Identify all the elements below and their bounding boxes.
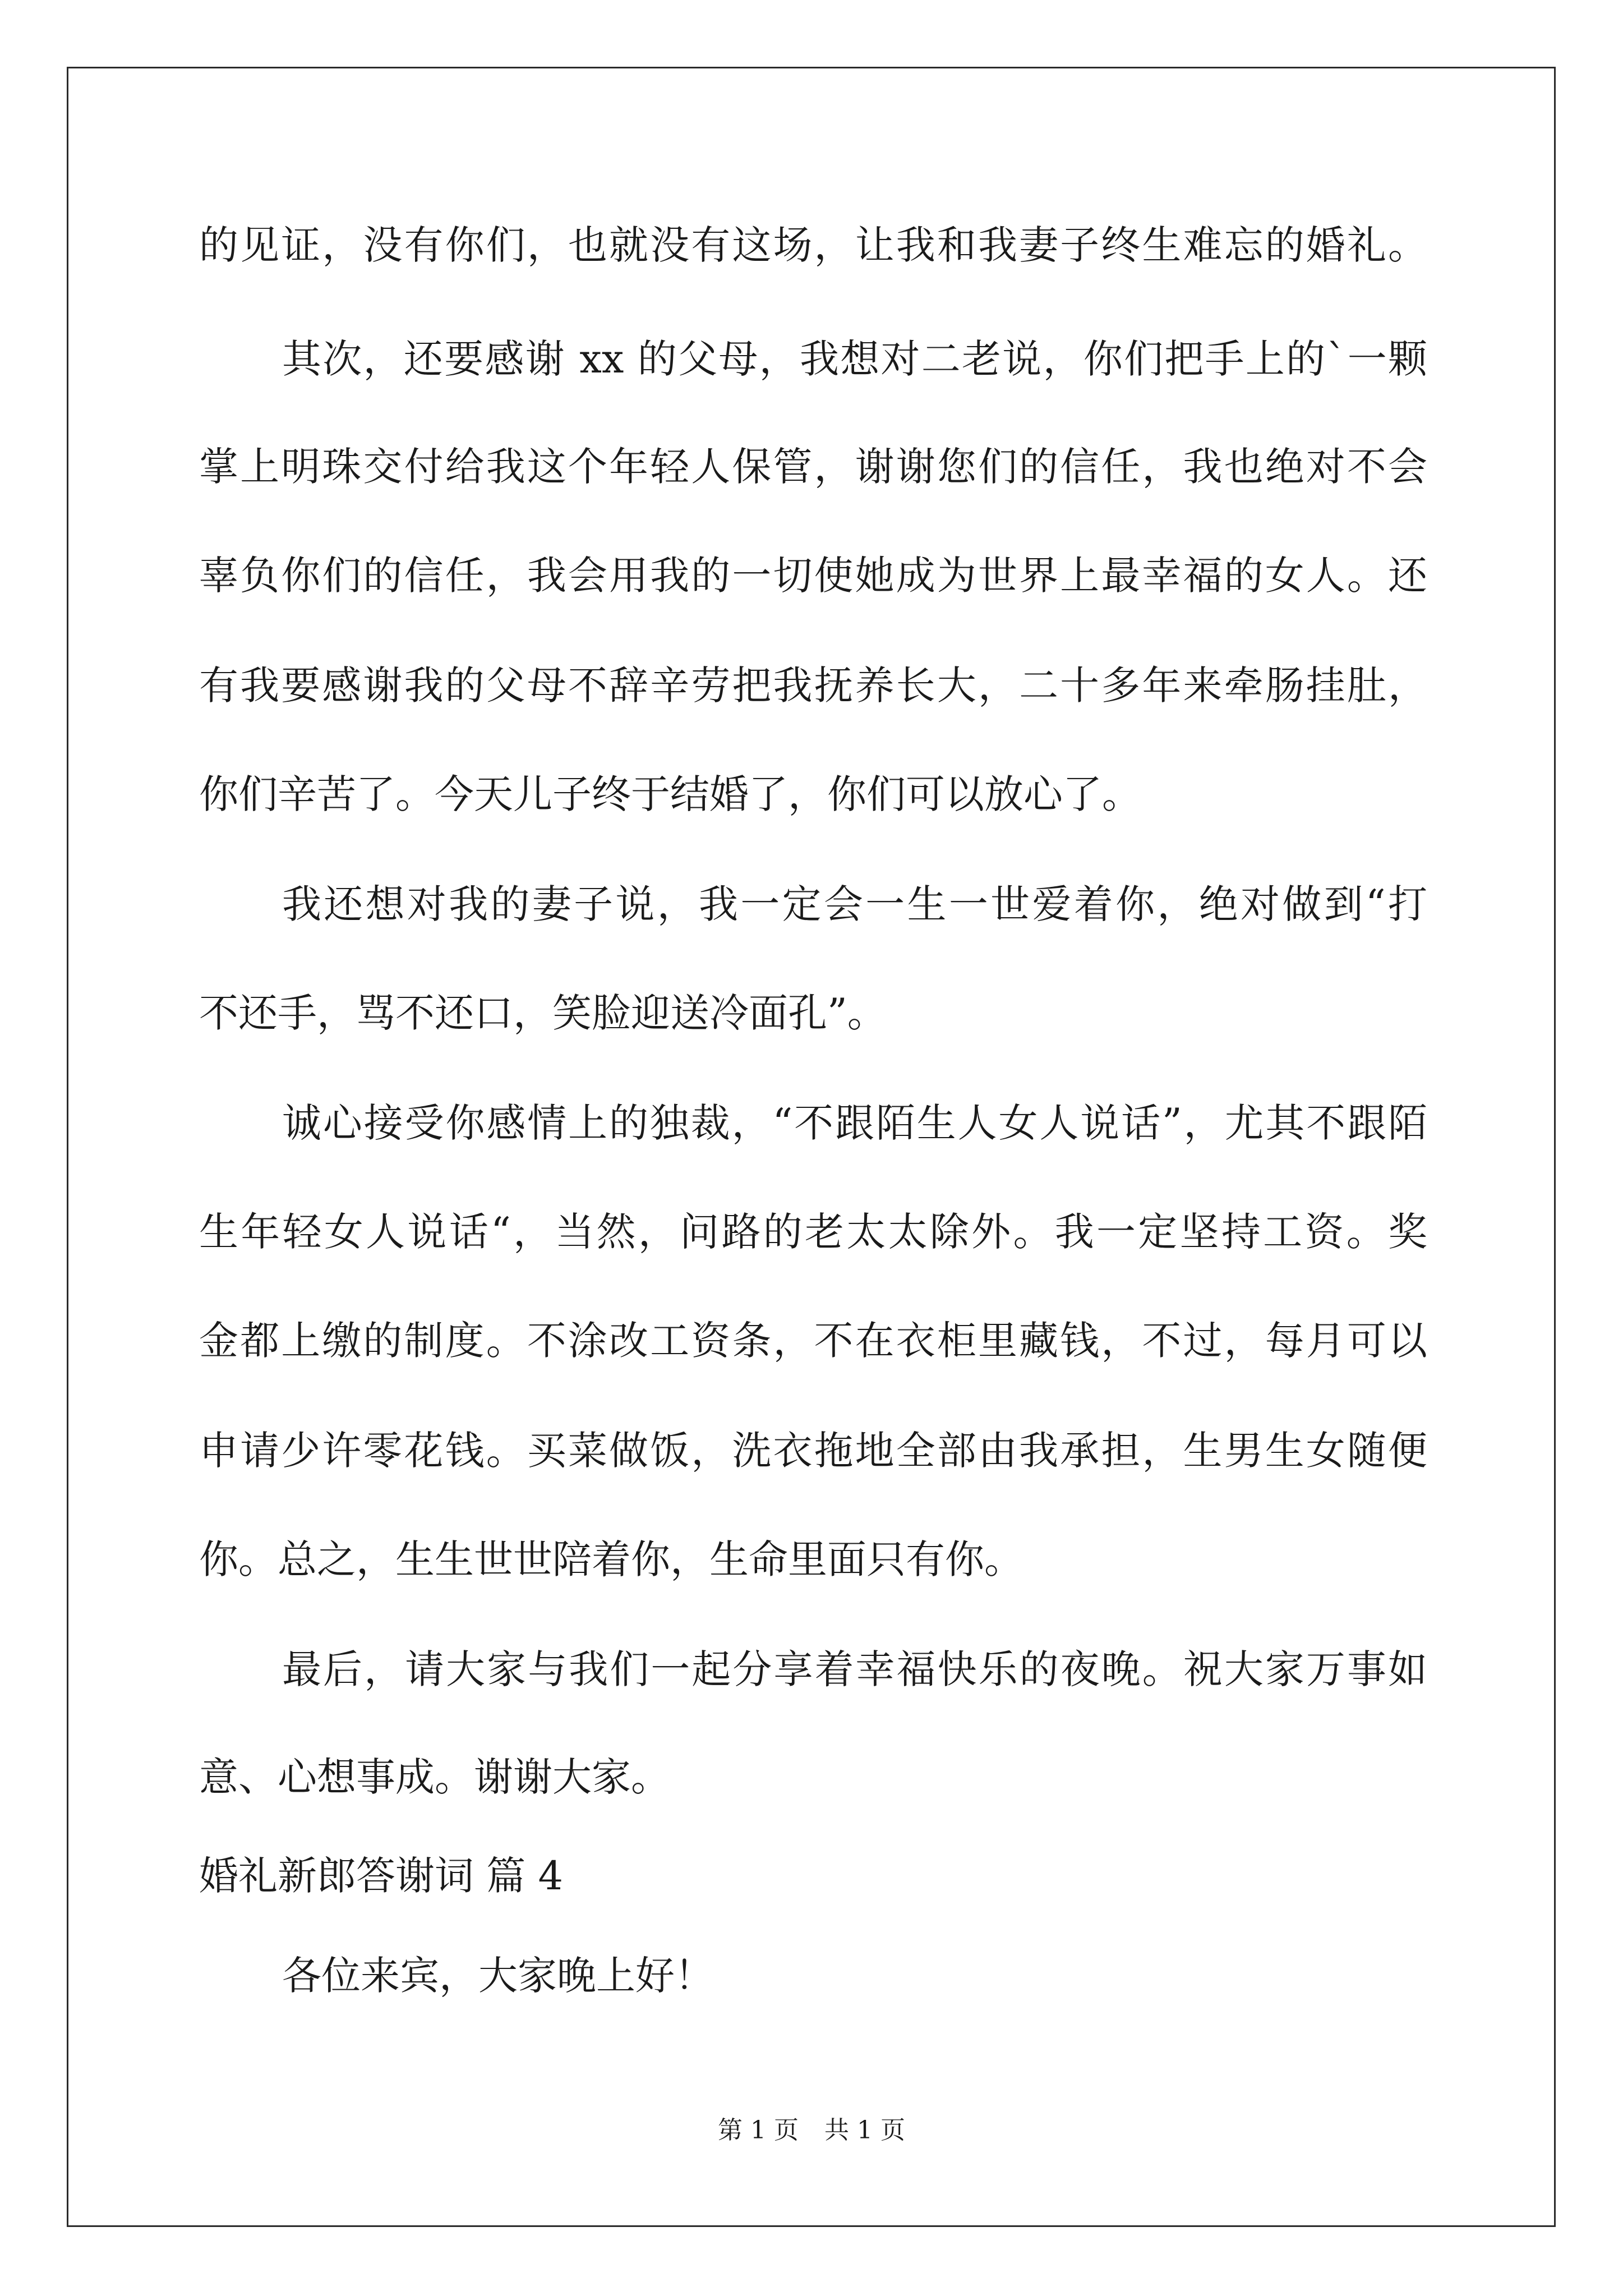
body-line: 不还手，骂不还口，笑脸迎送冷面孔”。 xyxy=(199,990,887,1036)
body-line: 意、心想事成。谢谢大家。 xyxy=(199,1754,670,1800)
paragraph-first-line: 其次，还要感谢 xx 的父母，我想对二老说，你们把手上的`一颗 xyxy=(282,336,1427,382)
paragraph-first-line: 我还想对我的妻子说，我一定会一生一世爱着你，绝对做到“打 xyxy=(282,881,1427,927)
section-heading: 婚礼新郎答谢词 篇 4 xyxy=(199,1853,564,1899)
page-footer xyxy=(0,2114,1623,2147)
paragraph-first-line: 最后，请大家与我们一起分享着幸福快乐的夜晚。祝大家万事如 xyxy=(282,1646,1427,1692)
body-line: 你们辛苦了。今天儿子终于结婚了，你们可以放心了。 xyxy=(199,771,1141,817)
body-line: 掌上明珠交付给我这个年轻人保管，谢谢您们的信任，我也绝对不会 xyxy=(199,444,1427,490)
body-line: 的见证，没有你们，也就没有这场，让我和我妻子终生难忘的婚礼。 xyxy=(199,222,1427,268)
body-line: 申请少许零花钱。买菜做饭，洗衣拖地全部由我承担，生男生女随便 xyxy=(199,1428,1427,1474)
page-number: 第 1 页 xyxy=(718,2116,799,2145)
body-line: 生年轻女人说话“，当然，问路的老太太除外。我一定坚持工资。奖 xyxy=(199,1209,1427,1255)
body-line: 有我要感谢我的父母不辞辛劳把我抚养长大，二十多年来牵肠挂肚， xyxy=(199,662,1427,708)
body-line: 你。总之，生生世世陪着你，生命里面只有你。 xyxy=(199,1536,1023,1582)
body-line: 金都上缴的制度。不涂改工资条，不在衣柜里藏钱，不过，每月可以 xyxy=(199,1318,1427,1364)
paragraph-first-line: 诚心接受你感情上的独裁，“不跟陌生人女人说话”，尤其不跟陌 xyxy=(282,1100,1427,1146)
page-total: 共 1 页 xyxy=(824,2116,905,2145)
paragraph-first-line: 各位来宾，大家晚上好！ xyxy=(282,1953,714,1999)
body-line: 辜负你们的信任，我会用我的一切使她成为世界上最幸福的女人。还 xyxy=(199,553,1427,599)
